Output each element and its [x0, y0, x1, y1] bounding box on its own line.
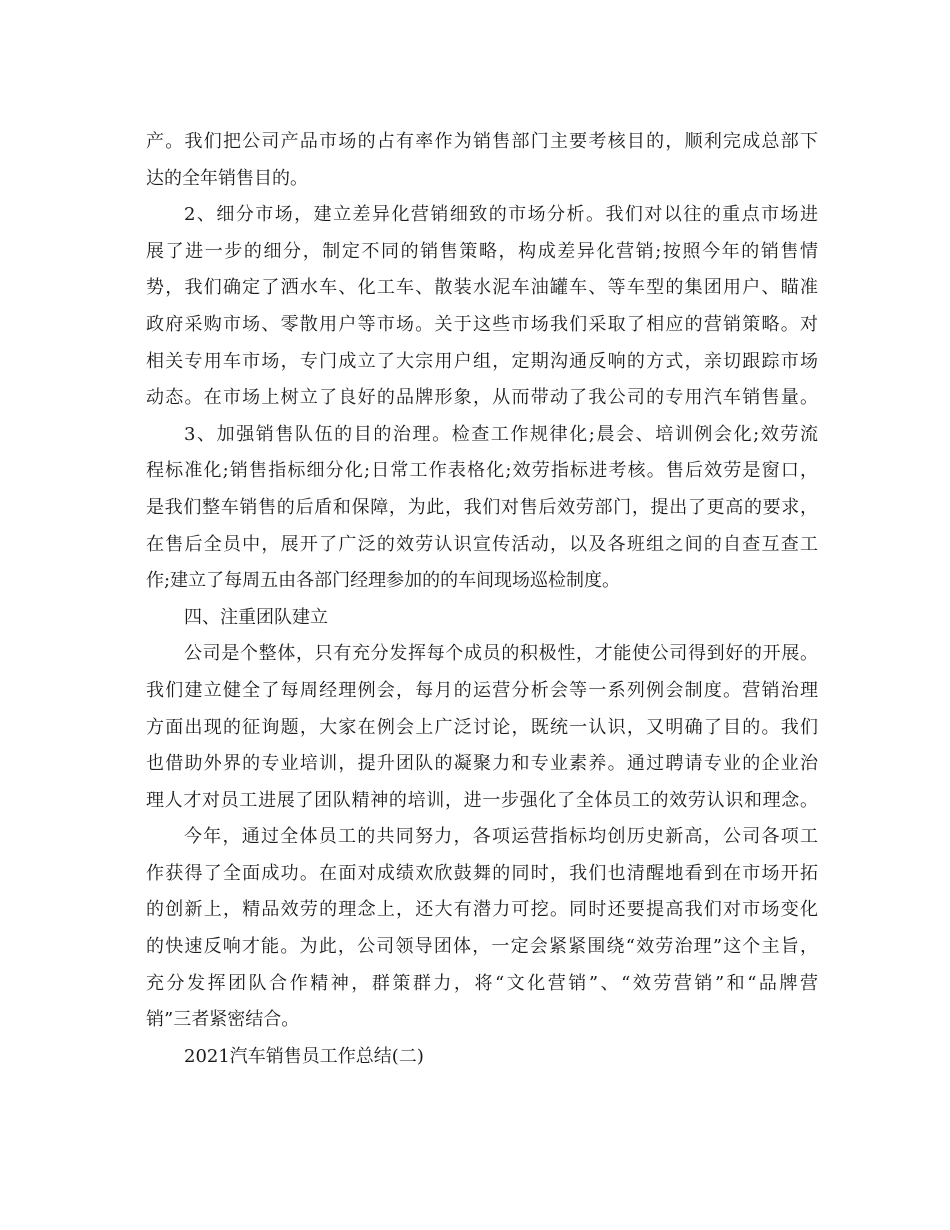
text-line: 政府采购市场、零散用户等市场。关于这些市场我们采取了相应的营销策略。对: [146, 313, 818, 335]
text-line: 展了进一步的细分，制定不同的销售策略，构成差异化营销;按照今年的销售情: [146, 240, 818, 262]
text-line: 达的全年销售目的。: [146, 167, 308, 189]
text-line: 3、加强销售队伍的目的治理。检查工作规律化;晨会、培训例会化;效劳流: [184, 423, 818, 445]
text-line: 动态。在市场上树立了良好的品牌形象，从而带动了我公司的专用汽车销售量。: [146, 387, 818, 409]
text-line: 的快速反响才能。为此，公司领导团体，一定会紧紧围绕“效劳治理”这个主旨，: [146, 936, 818, 958]
heading-line: 2021汽车销售员工作总结(二): [184, 1045, 424, 1067]
next-section-title: [146, 1039, 818, 1076]
text-line: 公司是个整体，只有充分发挥每个成员的积极性，才能使公司得到好的开展。: [184, 643, 818, 665]
text-line: 产。我们把公司产品市场的占有率作为销售部门主要考核目的，顺利完成总部下: [146, 131, 818, 152]
paragraph-teamwork: [146, 636, 818, 819]
section-heading: [146, 600, 818, 637]
text-line: 今年，通过全体员工的共同努力，各项运营指标均创历史新高，公司各项工: [184, 826, 818, 848]
paragraph-continuation: [146, 124, 818, 197]
paragraph-conclusion: [146, 819, 818, 1039]
text-line: 作;建立了每周五由各部门经理参加的的车间现场巡检制度。: [146, 570, 621, 592]
text-line: 也借助外界的专业培训，提升团队的凝聚力和专业素养。通过聘请专业的企业治: [146, 753, 818, 775]
text-line: 相关专用车市场，专门成立了大宗用户组，定期沟通反响的方式，亲切跟踪市场: [146, 350, 818, 372]
text-line: 方面出现的征询题，大家在例会上广泛讨论，既统一认识，又明确了目的。我们: [146, 716, 818, 738]
text-line: 的创新上，精品效劳的理念上，还大有潜力可挖。同时还要提高我们对市场变化: [146, 899, 818, 921]
text-line: 作获得了全面成功。在面对成绩欢欣鼓舞的同时，我们也清醒地看到在市场开拓: [146, 862, 818, 884]
text-line: 2、细分市场，建立差异化营销细致的市场分析。我们对以往的重点市场进: [184, 204, 818, 226]
text-line: 理人才对员工进展了团队精神的培训，进一步强化了全体员工的效劳认识和理念。: [146, 789, 818, 811]
text-line: 程标准化;销售指标细分化;日常工作表格化;效劳指标进考核。售后效劳是窗口，: [146, 460, 818, 482]
paragraph-sales-team: [146, 417, 818, 600]
document-body: [146, 124, 818, 1075]
heading-line: 四、注重团队建立: [184, 606, 328, 628]
text-line: 充分发挥团队合作精神，群策群力，将“文化营销”、“效劳营销”和“品牌营: [146, 972, 818, 994]
text-line: 在售后全员中，展开了广泛的效劳认识宣传活动，以及各班组之间的自查互查工: [146, 533, 818, 555]
text-line: 销”三者紧密结合。: [146, 1009, 300, 1031]
text-line: 是我们整车销售的后盾和保障，为此，我们对售后效劳部门，提出了更高的要求，: [146, 496, 818, 518]
paragraph-market-segmentation: [146, 197, 818, 417]
text-line: 我们建立健全了每周经理例会，每月的运营分析会等一系列例会制度。营销治理: [146, 679, 818, 701]
text-line: 势，我们确定了洒水车、化工车、散装水泥车油罐车、等车型的集团用户、瞄准: [146, 277, 818, 299]
